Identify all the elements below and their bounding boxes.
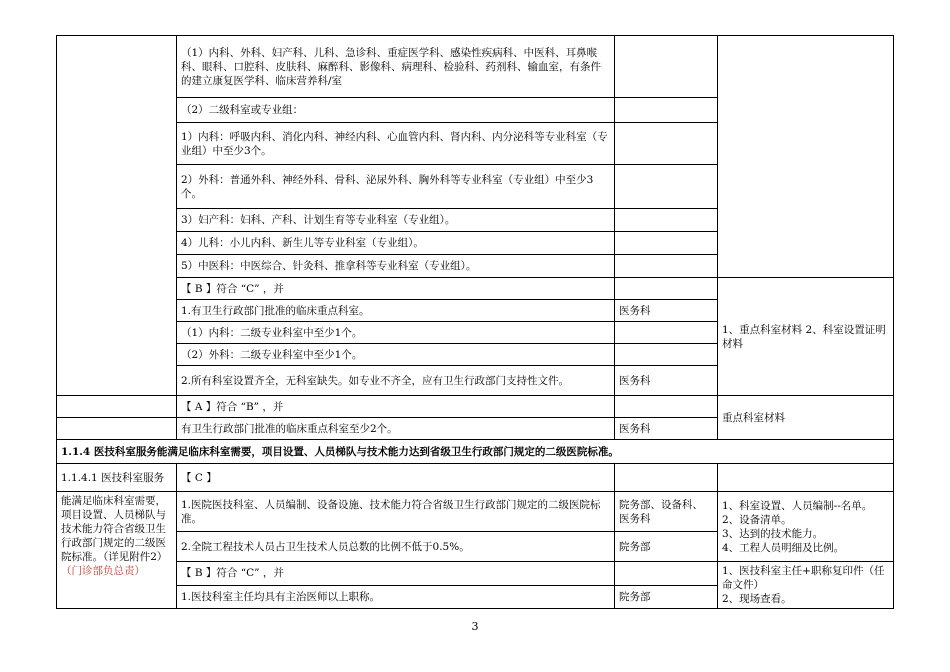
grade-a-dept: 医务科 xyxy=(615,418,718,440)
dept-cell xyxy=(615,98,718,123)
item-code: 1.1.4.1 医技科室服务 xyxy=(57,464,177,492)
grade-b-evidence-1141: 1、医技科室主任+职称复印件（任命文件） 2、现场查看。 xyxy=(718,562,894,609)
responsible-dept: （门诊部负总责） xyxy=(61,565,145,577)
standards-table xyxy=(56,35,894,609)
dept-cell xyxy=(615,464,718,492)
grade-c-header: 【 C 】 xyxy=(177,464,615,492)
evidence-cell xyxy=(718,36,894,278)
grade-c-item2: 2.全院工程技术人员占卫生技术人员总数的比例不低于0.5%。 xyxy=(177,532,615,562)
grade-b-item1-1141: 1.医技科室主任均具有主治医师以上职称。 xyxy=(177,585,615,609)
dept-cell xyxy=(615,344,718,366)
dept-cell xyxy=(615,396,718,418)
grade-b-item2-dept: 医务科 xyxy=(615,366,718,396)
dept-cell xyxy=(615,232,718,255)
req-line: 1）内科：呼吸内科、消化内科、神经内科、心血管内科、肾内科、内分泌科等专业科室（专业组）中至少3个。 xyxy=(177,123,615,165)
grade-a-evidence: 重点科室材料 xyxy=(718,396,894,440)
evidence-cell xyxy=(718,464,894,492)
grade-b-evidence: 1、重点科室材料 2、科室设置证明材料 xyxy=(718,278,894,396)
grade-a-spacer xyxy=(57,418,177,440)
grade-b-header: 【 B 】符合 “C” ，并 xyxy=(177,278,615,300)
requirement-cell xyxy=(57,492,177,609)
grade-a-item: 有卫生行政部门批准的临床重点科室至少2个。 xyxy=(177,418,615,440)
grade-c-item2-dept: 院务部 xyxy=(615,532,718,562)
page-number: 3 xyxy=(471,620,479,633)
dept-cell xyxy=(615,278,718,300)
grade-b-sub2: （2）外科：二级专业科室中至少1个。 xyxy=(177,344,615,366)
req-line: 4）儿科：小儿内科、新生儿等专业科室（专业组）。 xyxy=(177,232,615,255)
dept-cell xyxy=(615,36,718,98)
dept-cell xyxy=(615,255,718,278)
grade-a-spacer xyxy=(57,396,177,418)
req-line: 2）外科：普通外科、神经外科、骨科、泌尿外科、胸外科等专业科室（专业组）中至少3个。 xyxy=(177,165,615,209)
grade-b-item1-dept: 医务科 xyxy=(615,300,718,322)
grade-b-item1-dept-1141: 院务部 xyxy=(615,585,718,609)
grade-c-item1: 1.医院医技科室、人员编制、设备设施、技术能力符合省级卫生行政部门规定的二级医院标准。 xyxy=(177,492,615,532)
dept-cell xyxy=(615,165,718,209)
grade-b-item2: 2.所有科室设置齐全，无科室缺失。如专业不齐全，应有卫生行政部门支持性文件。 xyxy=(177,366,615,396)
grade-c-item1-dept: 院务部、设备科、医务科 xyxy=(615,492,718,532)
req-line: （1）内科、外科、妇产科、儿科、急诊科、重症医学科、感染性疾病科、中医科、耳鼻喉科、眼科、口腔科、皮肤科、麻醉科、影像科、病理科、检验科、药剂科、输血室，有条件的建立康复医学科、临床营养科/室 xyxy=(177,36,615,98)
grade-b-item1: 1.有卫生行政部门批准的临床重点科室。 xyxy=(177,300,615,322)
dept-cell xyxy=(615,322,718,344)
requirement-cell-empty xyxy=(57,36,177,396)
req-line: （2）二级科室或专业组： xyxy=(177,98,615,123)
grade-b-sub1: （1）内科：二级专业科室中至少1个。 xyxy=(177,322,615,344)
grade-a-header: 【 A 】符合 “B” ，并 xyxy=(177,396,615,418)
req-line: 5）中医科：中医综合、针灸科、推拿科等专业科室（专业组）。 xyxy=(177,255,615,278)
grade-c-evidence: 1、科室设置、人员编制--名单。 2、设备清单。 3、达到的技术能力。 4、工程人员明细及比例。 xyxy=(718,492,894,562)
dept-cell xyxy=(615,123,718,165)
grade-b-header-1141: 【 B 】符合 “C” ，并 xyxy=(177,562,615,586)
requirement-text: 能满足临床科室需要，项目设置、人员梯队与技术能力符合省级卫生行政部门规定的二级医院标准。（详见附件2） xyxy=(61,495,168,563)
section-title: 1.1.4 医技科室服务能满足临床科室需要，项目设置、人员梯队与技术能力达到省级卫生行政部门规定的二级医院标准。 xyxy=(57,440,894,464)
dept-cell xyxy=(615,562,718,586)
dept-cell xyxy=(615,209,718,232)
req-line: 3）妇产科：妇科、产科、计划生育等专业科室（专业组）。 xyxy=(177,209,615,232)
